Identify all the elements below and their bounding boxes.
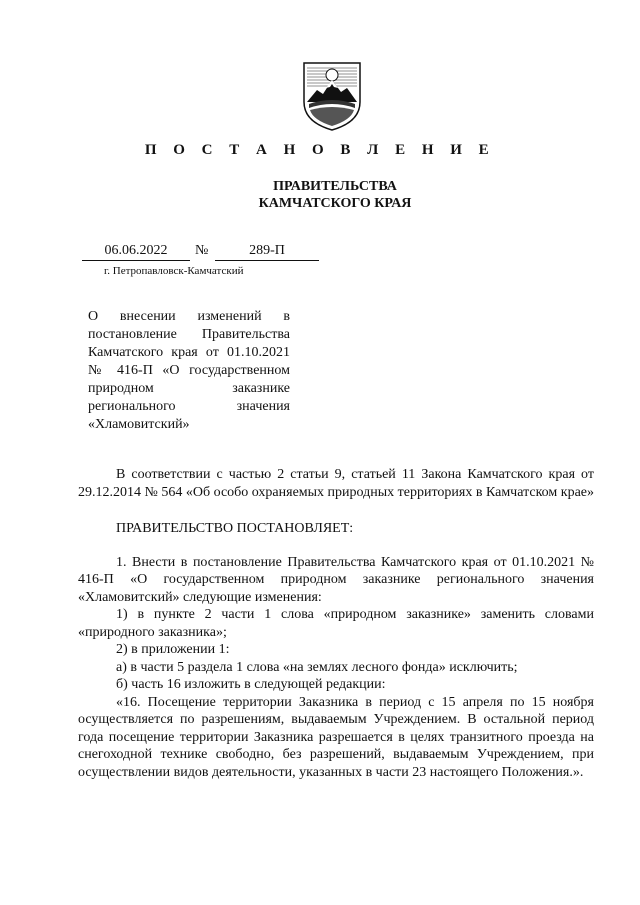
clause-1-paragraph: 1. Внести в постановление Правительства Камчатского края от 01.10.2021 № 416-П «О государственном природном заказнике регионального значения «Хламовитский» следующие изменения:	[78, 554, 594, 605]
subclause-1-paragraph: 1) в пункте 2 части 1 слова «природном заказнике» заменить словами «природного заказника»;	[78, 607, 594, 640]
preamble-paragraph: В соответствии с частью 2 статьи 9, статьей 11 Закона Камчатского края от 29.12.2014 № 564 «Об особо охраняемых природных территориях в Камчатском крае»	[78, 467, 594, 500]
subclause-2-paragraph: 2) в приложении 1:	[116, 642, 230, 657]
new-part-16-paragraph: «16. Посещение территории Заказника в период с 15 апреля по 15 ноября осуществляется по разрешениям, выдаваемым Учреждением. В остальной период года посещение территории Заказника разрешается в целях транзитного проезда на снегоходной технике свободно, без разрешений, выдаваемым Учреждением, при осуществлении видов деятельности, указанных в части 23 настоящего Положения.».	[78, 694, 594, 780]
document-subject: О внесении изменений в постановление Правительства Камчатского края от 01.10.2021 № 416-П «О государственном природном заказнике регионального значения «Хламовитский»	[88, 309, 290, 432]
document-number: 289-П	[215, 243, 319, 261]
resolution-heading: ПРАВИТЕЛЬСТВО ПОСТАНОВЛЯЕТ:	[116, 521, 354, 536]
document-date: 06.06.2022	[82, 243, 190, 261]
authority-line-1: ПРАВИТЕЛЬСТВА	[273, 179, 397, 194]
issuing-authority	[0, 178, 640, 212]
coat-of-arms-emblem	[301, 60, 363, 132]
document-title: П О С Т А Н О В Л Е Н И Е	[144, 142, 496, 158]
number-sign: №	[195, 243, 209, 258]
document-body	[78, 466, 594, 781]
item-b-paragraph: б) часть 16 изложить в следующей редакции:	[116, 677, 386, 692]
authority-line-2: КАМЧАТСКОГО КРАЯ	[258, 196, 412, 211]
item-a-paragraph: а) в части 5 раздела 1 слова «на землях лесного фонда» исключить;	[116, 659, 518, 675]
issue-city: г. Петропавловск-Камчатский	[104, 265, 244, 277]
